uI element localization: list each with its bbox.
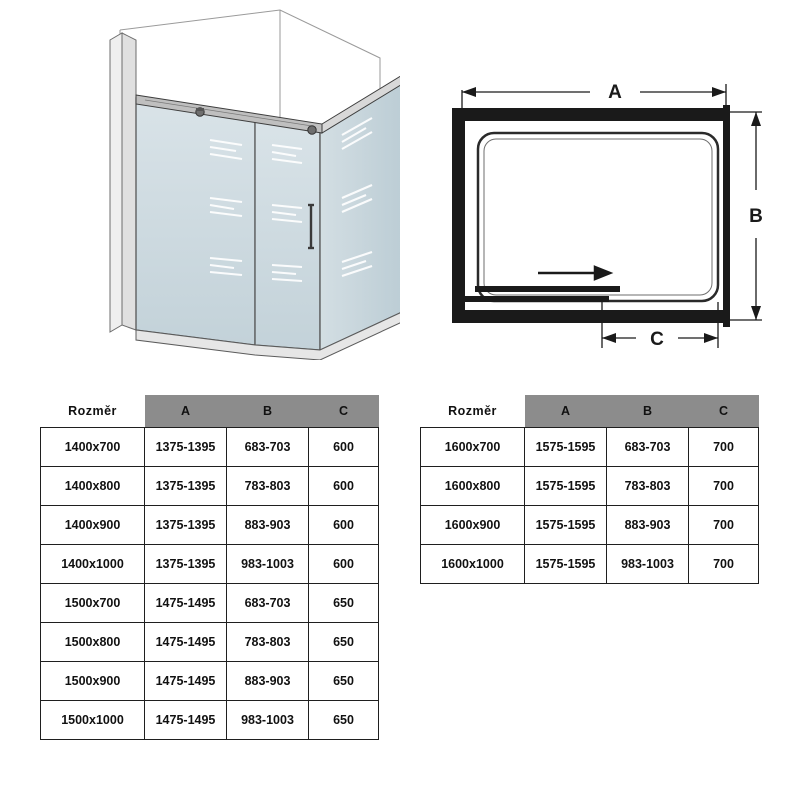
table-row [41, 467, 379, 506]
table-row [421, 428, 759, 467]
cell-a: 1575-1595 [525, 467, 607, 506]
cell-size: 1400x700 [41, 428, 145, 467]
cell-c: 600 [309, 545, 379, 584]
cell-a: 1375-1395 [145, 467, 227, 506]
cell-size: 1500x700 [41, 584, 145, 623]
table-row [421, 467, 759, 506]
fixed-side-panel [723, 105, 730, 327]
cell-c: 700 [689, 506, 759, 545]
diagram-area [0, 0, 800, 380]
table-row [41, 623, 379, 662]
dimension-a [462, 84, 726, 112]
cell-b: 683-703 [607, 428, 689, 467]
cell-c: 650 [309, 662, 379, 701]
table-header-row [421, 395, 759, 428]
header-b: B [227, 395, 309, 428]
cell-b: 983-1003 [227, 545, 309, 584]
cell-c: 700 [689, 545, 759, 584]
cell-size: 1500x900 [41, 662, 145, 701]
header-c: C [689, 395, 759, 428]
header-b: B [607, 395, 689, 428]
table-row [41, 545, 379, 584]
header-rozmer: Rozměr [68, 404, 117, 418]
cell-a: 1475-1495 [145, 662, 227, 701]
cell-a: 1475-1495 [145, 623, 227, 662]
cell-b: 883-903 [607, 506, 689, 545]
cell-size: 1400x1000 [41, 545, 145, 584]
cell-size: 1500x1000 [41, 701, 145, 740]
cell-c: 600 [309, 428, 379, 467]
cell-size: 1600x900 [421, 506, 525, 545]
shower-enclosure-perspective-view [50, 0, 400, 360]
cell-a: 1375-1395 [145, 545, 227, 584]
table-row [41, 701, 379, 740]
plan-label-a: A [608, 82, 622, 103]
cell-b: 983-1003 [227, 701, 309, 740]
cell-b: 683-703 [227, 428, 309, 467]
cell-b: 883-903 [227, 662, 309, 701]
plan-label-b: B [749, 206, 763, 227]
size-table-right [420, 395, 759, 584]
cell-c: 700 [689, 428, 759, 467]
size-table-right-wrap [420, 395, 759, 584]
table-row [421, 506, 759, 545]
header-c: C [309, 395, 379, 428]
front-glass-panel [136, 98, 320, 350]
plan-label-c: C [650, 329, 664, 350]
table-row [41, 584, 379, 623]
size-table-left [40, 395, 379, 740]
cell-b: 783-803 [227, 623, 309, 662]
cell-size: 1500x800 [41, 623, 145, 662]
cell-a: 1575-1595 [525, 545, 607, 584]
header-a: A [145, 395, 227, 428]
cell-c: 700 [689, 467, 759, 506]
table-row [41, 428, 379, 467]
cell-b: 683-703 [227, 584, 309, 623]
table-row [41, 662, 379, 701]
table-row [421, 545, 759, 584]
slide-direction-arrow [538, 267, 610, 279]
size-table-left-wrap [40, 395, 379, 740]
cell-a: 1475-1495 [145, 701, 227, 740]
table-row [41, 506, 379, 545]
cell-size: 1600x800 [421, 467, 525, 506]
cell-b: 783-803 [227, 467, 309, 506]
cell-c: 650 [309, 623, 379, 662]
cell-c: 600 [309, 506, 379, 545]
cell-a: 1375-1395 [145, 506, 227, 545]
cell-c: 650 [309, 701, 379, 740]
wall-profile [110, 33, 136, 332]
table-header-row [41, 395, 379, 428]
cell-a: 1575-1595 [525, 506, 607, 545]
shower-enclosure-plan-view [430, 0, 790, 360]
cell-a: 1475-1495 [145, 584, 227, 623]
sliding-door-leaf [464, 286, 620, 302]
cell-size: 1600x700 [421, 428, 525, 467]
cell-size: 1600x1000 [421, 545, 525, 584]
header-a: A [525, 395, 607, 428]
cell-c: 650 [309, 584, 379, 623]
cell-size: 1400x800 [41, 467, 145, 506]
header-rozmer: Rozměr [448, 404, 497, 418]
cell-size: 1400x900 [41, 506, 145, 545]
cell-c: 600 [309, 467, 379, 506]
cell-a: 1375-1395 [145, 428, 227, 467]
cell-b: 783-803 [607, 467, 689, 506]
cell-b: 883-903 [227, 506, 309, 545]
cell-b: 983-1003 [607, 545, 689, 584]
cell-a: 1575-1595 [525, 428, 607, 467]
